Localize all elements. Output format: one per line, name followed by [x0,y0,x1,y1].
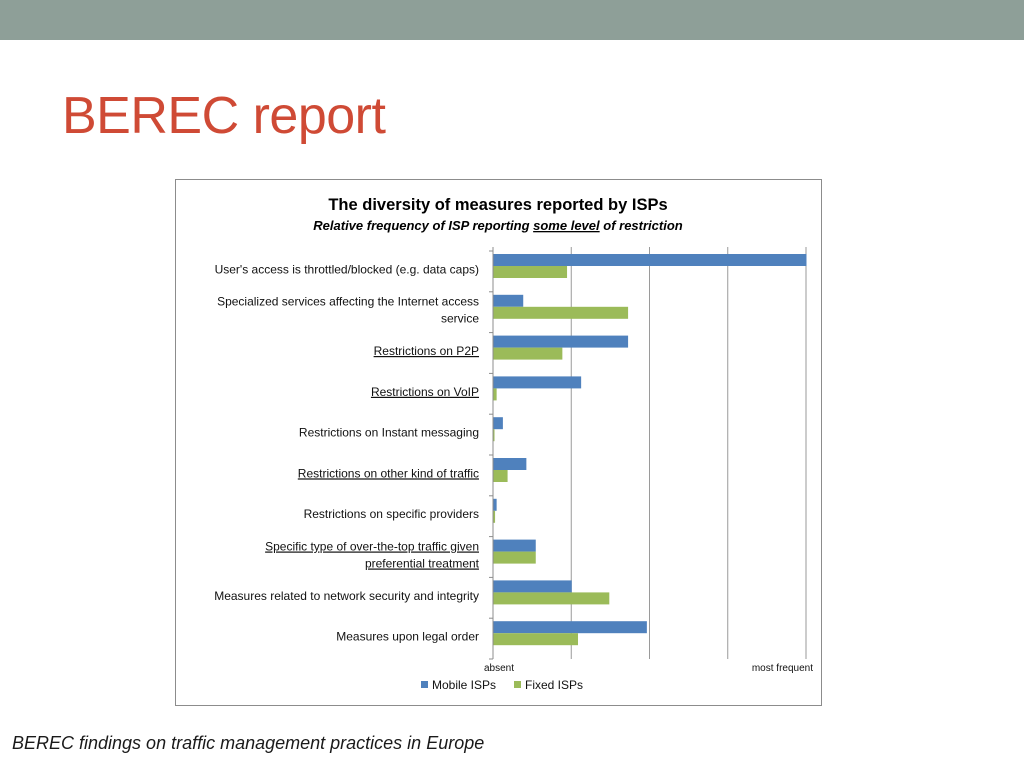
fixed-bar-6 [494,470,508,482]
x-axis-max-label: most frequent [751,663,813,674]
category-label-1: User's access is throttled/blocked (e.g. data caps) [214,262,479,277]
legend-label-1: Mobile ISPs [432,678,497,692]
fixed-bar-9 [494,592,610,604]
category-label-4: Restrictions on VoIP [370,384,479,399]
mobile-bar-4 [494,376,582,388]
fixed-bar-1 [494,266,568,278]
chart-title: The diversity of measures reported by ISPs [328,196,668,214]
mobile-bar-6 [494,458,527,470]
mobile-bar-1 [494,254,807,266]
fixed-bar-5 [494,429,495,441]
category-label-8-line-1: Specific type of over-the-top traffic given [265,539,479,554]
fixed-bar-4 [494,388,497,400]
fixed-bar-8 [494,552,536,564]
mobile-bar-7 [494,499,497,511]
category-label-9: Measures related to network security and integrity [214,588,479,603]
slide-caption: BEREC findings on traffic management practices in Europe [12,733,485,753]
mobile-bar-3 [494,336,629,348]
category-label-7: Restrictions on specific providers [303,507,479,522]
legend-swatch-2 [514,681,521,688]
category-label-6: Restrictions on other kind of traffic [297,466,479,481]
mobile-bar-2 [494,295,524,307]
subtitle-part-2: some level [533,218,600,233]
category-label-8-line-2: preferential treatment [364,556,479,571]
mobile-bar-5 [494,417,503,429]
category-label-3: Restrictions on P2P [373,344,479,358]
subtitle-part-1: Relative frequency of ISP reporting [313,218,534,233]
category-label-5: Restrictions on Instant messaging [298,425,479,440]
chart-subtitle [313,218,682,233]
mobile-bar-9 [494,580,572,592]
mobile-bar-10 [494,621,647,633]
fixed-bar-10 [494,633,579,645]
category-label-10: Measures upon legal order [336,629,479,644]
legend-label-2: Fixed ISPs [525,678,584,692]
legend-swatch-1 [421,681,428,688]
mobile-bar-8 [494,540,536,552]
chart-frame [175,179,822,706]
plot-area [214,247,813,692]
fixed-bar-7 [494,511,496,523]
x-axis-min-label: absent [484,663,515,674]
category-label-2-line-2: service [440,311,479,326]
chart-legend [421,678,583,692]
top-banner [0,0,1024,40]
subtitle-part-3: of restriction [599,218,683,233]
category-label-2-line-1: Specialized services affecting the Internet access [217,294,479,309]
slide-title: BEREC report [62,87,386,145]
fixed-bar-2 [494,307,629,319]
fixed-bar-3 [494,348,563,360]
bar-chart [176,180,821,705]
